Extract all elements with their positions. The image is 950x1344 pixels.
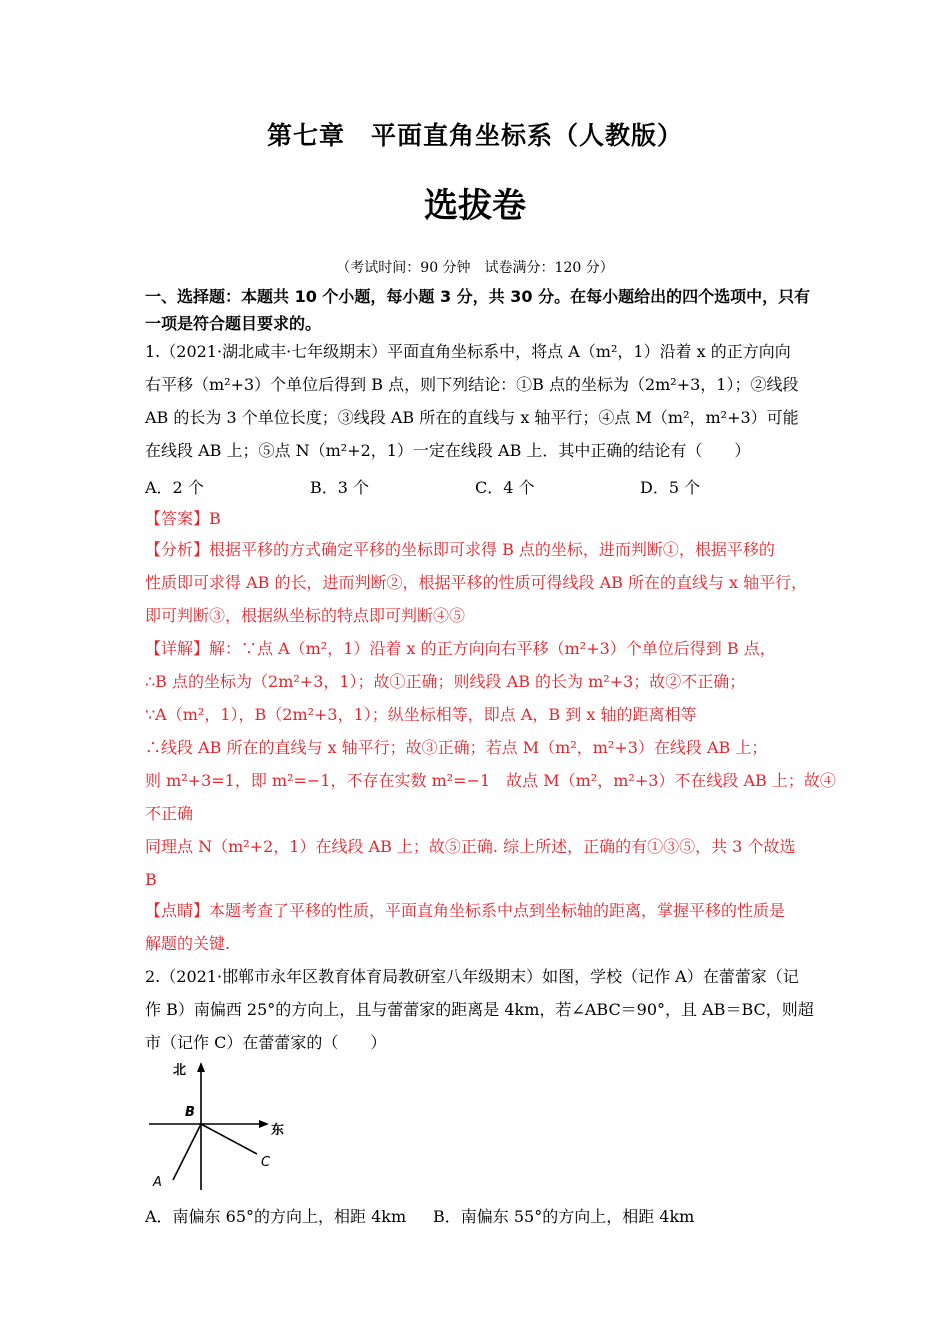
- q1-line-3: AB 的长为 3 个单位长度；③线段 AB 所在的直线与 x 轴平行；④点 M（m²，m²+3）可能: [145, 408, 799, 427]
- exam-info: （考试时间：90 分钟 试卷满分：120 分）: [336, 260, 614, 276]
- q1-detail-line-2: ∴B 点的坐标为（2m²+3，1）；故①正确；则线段 AB 的长为 m²+3；故②不正确；: [145, 672, 746, 691]
- q1-option-b: B．3 个: [310, 478, 370, 497]
- q1-line-4: 在线段 AB 上；⑤点 N（m²+2，1）一定在线段 AB 上．其中正确的结论有（ ）: [145, 441, 751, 460]
- q2-option-a: A．南偏东 65°的方向上，相距 4km: [145, 1207, 407, 1226]
- q1-comment-line-1: 【点睛】本题考查了平移的性质，平面直角坐标系中点到坐标轴的距离，掌握平移的性质是: [145, 901, 786, 920]
- q1-analysis-line-1: 【分析】根据平移的方式确定平移的坐标即可求得 B 点的坐标，进而判断①，根据平移的: [145, 540, 775, 559]
- label-b: B: [185, 1105, 195, 1120]
- direction-diagram: [145, 1062, 295, 1194]
- q1-line-1: 1.（2021·湖北咸丰·七年级期末）平面直角坐标系中，将点 A（m²，1）沿着 x 的正方向向: [145, 342, 791, 361]
- q1-option-c: C．4 个: [475, 478, 535, 497]
- label-north: 北: [173, 1063, 187, 1078]
- q1-detail-line-4: ∴线段 AB 所在的直线与 x 轴平行；故③正确；若点 M（m²，m²+3）在线段 AB 上；: [145, 738, 768, 757]
- q1-detail-line-8: B: [145, 870, 157, 889]
- q2-option-b: B．南偏东 55°的方向上，相距 4km: [433, 1207, 695, 1226]
- chapter-title: 第七章 平面直角坐标系（人教版）: [266, 121, 683, 150]
- q1-analysis-line-2: 性质即可求得 AB 的长，进而判断②，根据平移的性质可得线段 AB 所在的直线与 x 轴平行，: [145, 573, 808, 592]
- q1-comment-line-2: 解题的关键.: [145, 934, 231, 953]
- segment-ba: [173, 1124, 201, 1180]
- q1-option-a: A．2 个: [145, 478, 204, 497]
- north-arrow-icon: [197, 1062, 205, 1072]
- q2-line-1: 2.（2021·邯郸市永年区教育体育局教研室八年级期末）如图，学校（记作 A）在蕾蕾家（记: [145, 967, 799, 986]
- q1-line-2: 右平移（m²+3）个单位后得到 B 点，则下列结论：①B 点的坐标为（2m²+3，1）；②线段: [145, 375, 799, 394]
- q1-detail-line-1: 【详解】解：∵点 A（m²，1）沿着 x 的正方向向右平移（m²+3）个单位后得到 B 点，: [145, 639, 776, 658]
- east-arrow-icon: [259, 1120, 269, 1128]
- label-a: A: [153, 1175, 162, 1190]
- exam-subtitle: 选拔卷: [424, 186, 526, 226]
- q2-line-3: 市（记作 C）在蕾蕾家的（ ）: [145, 1033, 387, 1052]
- label-c: C: [261, 1155, 271, 1170]
- label-east: 东: [271, 1123, 285, 1138]
- q1-detail-line-7: 同理点 N（m²+2，1）在线段 AB 上；故⑤正确. 综上所述，正确的有①③⑤，共 3 个故选: [145, 837, 796, 856]
- segment-bc: [201, 1124, 257, 1154]
- q1-option-d: D．5 个: [640, 478, 701, 497]
- q1-analysis-line-3: 即可判断③，根据纵坐标的特点即可判断④⑤: [145, 606, 466, 625]
- section-heading-line-2: 一项是符合题目要求的。: [145, 314, 322, 333]
- q1-detail-line-6: 不正确: [145, 804, 194, 823]
- q1-detail-line-3: ∵A（m²，1），B（2m²+3，1）；纵坐标相等，即点 A，B 到 x 轴的距离相等: [145, 705, 697, 724]
- section-heading-line-1: 一、选择题：本题共 10 个小题，每小题 3 分，共 30 分。在每小题给出的四个选项中，只有: [145, 287, 811, 306]
- q2-line-2: 作 B）南偏西 25°的方向上，且与蕾蕾家的距离是 4km，若∠ABC＝90°，且 AB＝BC，则超: [145, 1000, 814, 1019]
- q1-answer: 【答案】B: [145, 509, 221, 528]
- q1-detail-line-5: 则 m²+3=1，即 m²=−1，不存在实数 m²=−1 故点 M（m²，m²+3）不在线段 AB 上；故④: [145, 771, 836, 790]
